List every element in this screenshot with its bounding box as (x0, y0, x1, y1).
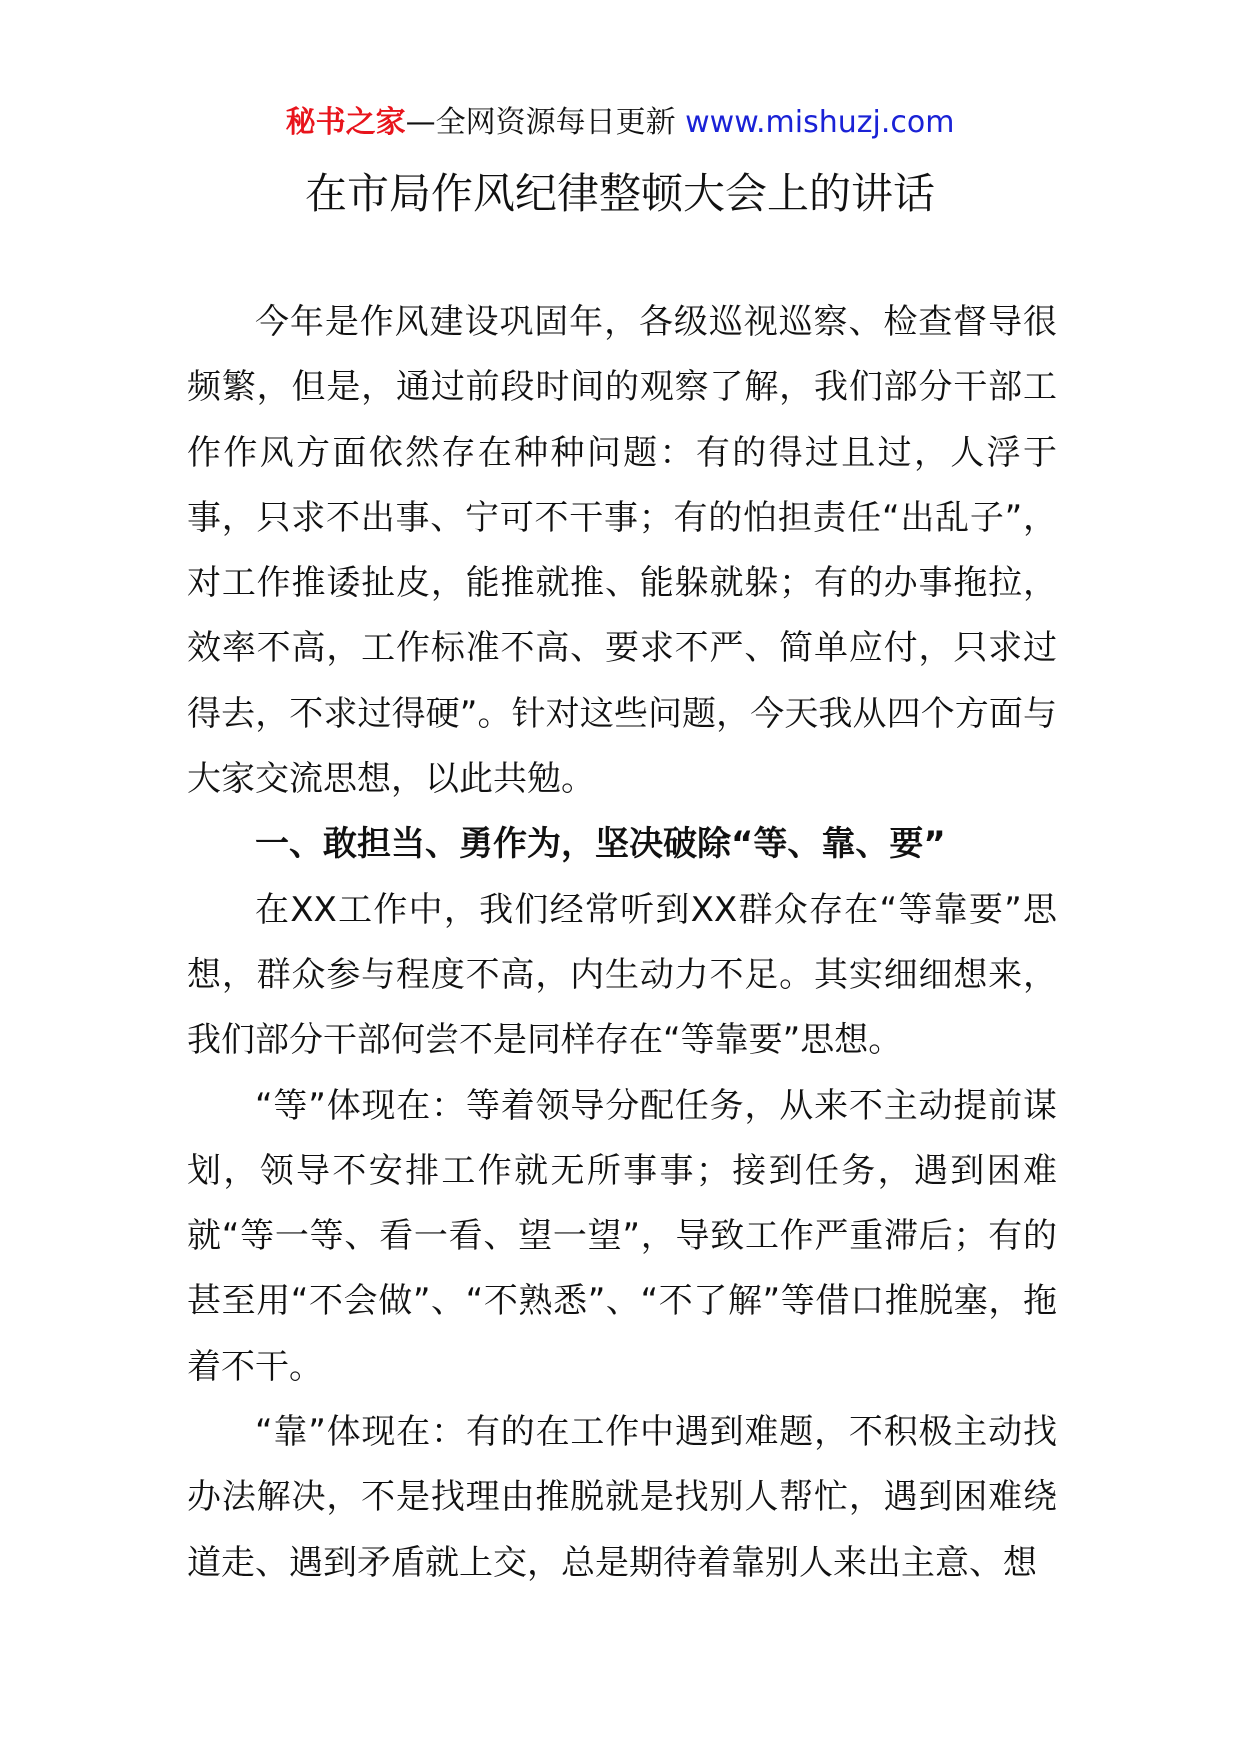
paragraph-intro: 今年是作风建设巩固年，各级巡视巡察、检查督导很频繁，但是，通过前段时间的观察了解，我们部分干部工作作风方面依然存在种种问题：有的得过且过，人浮于事，只求不出事、宁可不干事；有的怕担责任“出乱子”，对工作推诿扯皮，能推就推、能躲就躲；有的办事拖拉，效率不高，工作标准不高、要求不严、简单应付，只求过得去，不求过得硬”。针对这些问题，今天我从四个方面与大家交流思想，以此共勉。 (187, 302, 1057, 800)
document-body (187, 290, 1057, 1596)
banner-tagline: —全网资源每日更新 (405, 105, 686, 140)
source-banner (0, 100, 1240, 146)
paragraph-wait: “等”体现在：等着领导分配任务，从来不主动提前谋划，领导不安排工作就无所事事；接到任务，遇到困难就“等一等、看一看、望一望”，导致工作严重滞后；有的甚至用“不会做”、“不熟悉”、“不了解”等借口推脱塞，拖着不干。 (187, 1085, 1057, 1387)
brand-name: 秘书之家 (285, 105, 406, 140)
website-link[interactable]: www.mishuzj.com (685, 105, 955, 140)
page-title: 在市局作风纪律整顿大会上的讲话 (304, 169, 935, 218)
paragraph-section1-intro: 在XX工作中，我们经常听到XX群众存在“等靠要”思想，群众参与程度不高，内生动力不足。其实细细想来，我们部分干部何尝不是同样存在“等靠要”思想。 (187, 889, 1057, 1061)
paragraph-rely: “靠”体现在：有的在工作中遇到难题，不积极主动找办法解决，不是找理由推脱就是找别人帮忙，遇到困难绕道走、遇到矛盾就上交，总是期待着靠别人来出主意、想 (187, 1412, 1057, 1583)
section-heading-1: 一、敢担当、勇作为，坚决破除“等、靠、要” (255, 824, 946, 865)
